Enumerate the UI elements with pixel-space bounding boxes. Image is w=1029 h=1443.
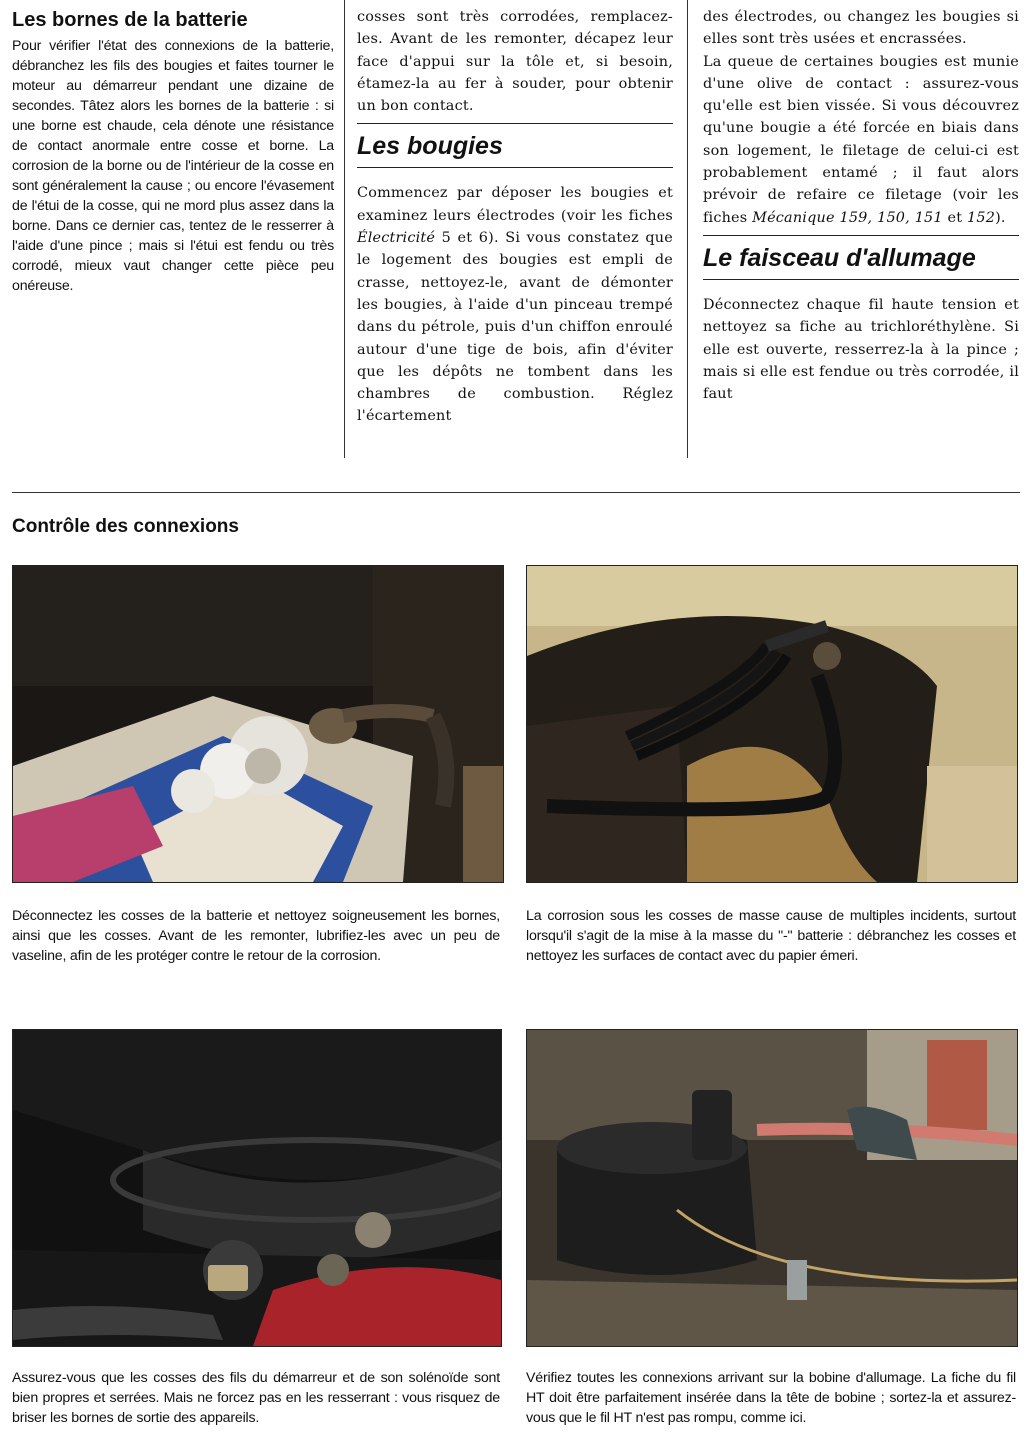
- faisceau-body: Déconnectez chaque fil haute tension et nettoyez sa fiche au trichloréthylène. Si elle est ouverte, resserrez-la à la pince ; mais si elle est fendue ou très corrodée, il faut: [703, 296, 1019, 403]
- olive-paragraph: La queue de certaines bougies est munie d'une olive de contact : assurez-vous qu'elle est bien vissée. Si vous découvrez qu'une bougie a été forcée en biais dans son logement, le filetage de celui-ci est probablement entamé ; il faut alors prévoir de refaire ce filetage (voir les fiches Mécanique 159, 150, 151 et 152).: [703, 53, 1019, 226]
- photo-battery-terminals: [12, 565, 504, 883]
- section-divider: [12, 492, 1020, 493]
- column-batterie: [12, 0, 334, 296]
- electrodes-continuation: des électrodes, ou changez les bougies si elles sont très usées et encrassées.: [703, 9, 1019, 48]
- faisceau-heading: Le faisceau d'allumage: [703, 235, 1019, 280]
- column-faisceau: [703, 0, 1019, 405]
- cosses-continuation: cosses sont très corrodées, remplacez-les. Avant de les remonter, décapez leur face d'appui sur la tôle et, si besoin, étamez-la au fer à souder, pour obtenir un bon contact.: [357, 9, 673, 115]
- batterie-title: Les bornes de la batterie: [12, 9, 248, 31]
- caption-battery-terminals: Déconnectez les cosses de la batterie et nettoyez soigneusement les bornes, ainsi que les cosses. Avant de les remonter, lubrifiez-les avec un peu de vaseline, afin de les protéger contre le retour de la corrosion.: [12, 908, 500, 964]
- bougies-heading: Les bougies: [357, 123, 673, 168]
- caption-ground-connections: La corrosion sous les cosses de masse cause de multiples incidents, surtout lorsqu'il s'agit de la mise à la masse du "-" batterie : débranchez les cosses et nettoyez les surfaces de contact avec du papier émeri.: [526, 908, 1016, 964]
- photo-ground-connections: [526, 565, 1018, 883]
- column-bougies: [357, 0, 673, 428]
- section-title: Contrôle des connexions: [12, 516, 239, 537]
- caption-ignition-coil: Vérifiez toutes les connexions arrivant sur la bobine d'allumage. La fiche du fil HT doit être parfaitement insérée dans la tête de bobine ; sortez-la et assurez-vous que le fil HT n'est pas rompu, comme ici.: [526, 1370, 1016, 1426]
- caption-starter-solenoid: Assurez-vous que les cosses des fils du démarreur et de son solénoïde sont bien propres et serrées. Mais ne forcez pas en les resserrant : vous risquez de briser les bornes de sortie des appareils.: [12, 1370, 500, 1426]
- photo-ignition-coil: [526, 1029, 1018, 1347]
- photo-starter-solenoid: [12, 1029, 502, 1347]
- batterie-body: Pour vérifier l'état des connexions de la batterie, débranchez les fils des bougies et faites tourner le moteur au démarreur pendant une dizaine de secondes. Tâtez alors les bornes de la batterie : si une borne est chaude, cela dénote une résistance de contact anormale entre cosse et borne. La corrosion de la borne ou de l'intérieur de la cosse en sont généralement la cause ; ou encore l'évasement de l'étui de la cosse, qui ne mord plus assez dans la borne. Dans ce dernier cas, tentez de le resserrer à l'aide d'une pince ; mais si l'étui est fendu ou très corrodé, mieux vaut changer cette pièce peu onéreuse.: [12, 38, 334, 294]
- column-divider-1: [344, 0, 345, 458]
- bougies-body: Commencez par déposer les bougies et examinez leurs électrodes (voir les fiches Électricité 5 et 6). Si vous constatez que le logement des bougies est empli de crasse, nettoyez-le, avant de démonter les bougies, à l'aide d'un pinceau trempé dans du pétrole, puis d'un chiffon enroulé autour d'une tige de bois, afin d'éviter que les dépôts ne tombent dans les chambres de combustion. Réglez l'écartement: [357, 185, 673, 425]
- column-divider-2: [687, 0, 688, 458]
